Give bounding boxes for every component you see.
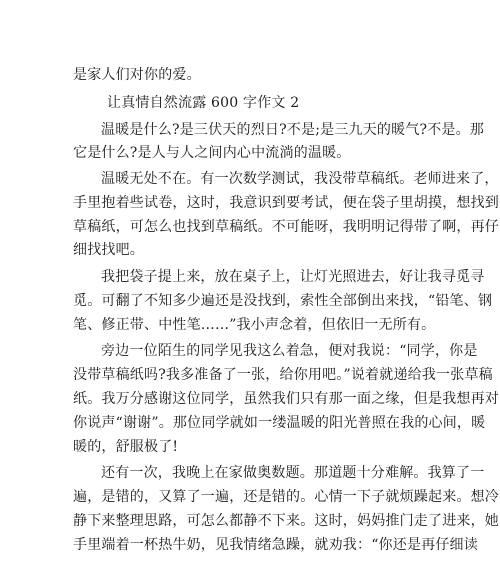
text-line: 温暖是什么?是三伏天的烈日?不是;是三九天的暖气?不是。那 — [101, 122, 485, 138]
text-line: 草稿纸，可怎么也找到草稿纸。不可能呀，我明明记得带了啊，再仔 — [73, 219, 499, 235]
text-line: 我把袋子提上来，放在桌子上，让灯光照进去，好让我寻觅寻 — [101, 269, 485, 285]
text-line: 它是什么?是人与人之间内心中流淌的温暖。 — [73, 145, 351, 161]
text-line: 没带草稿纸吗?我多准备了一张，给你用吧。”说着就递给我一张草稿 — [73, 367, 493, 383]
text-line: 静下来整理思路，可怎么都静不下来。这时，妈妈推门走了进来，她 — [73, 513, 499, 529]
text-line: 细找找吧。 — [73, 242, 144, 258]
text-line: 旁边一位陌生的同学见我这么着急，便对我说：“同学，你是 — [101, 343, 478, 359]
text-line: 手里端着一杯热牛奶，见我情绪急躁，就劝我：“你还是再仔细读 — [73, 537, 478, 553]
text-line: 手里抱着些试卷，这时，我意识到要考试，便在袋子里胡摸，想找到 — [73, 195, 499, 211]
text-line: 还有一次，我晚上在家做奥数题。那道题十分难解。我算了一 — [101, 465, 485, 481]
text-line: 纸。我万分感谢这位同学，虽然我们只有那一面之缘，但是我想再对 — [73, 391, 499, 407]
text-line: 笔、修正带、中性笔……”我小声念着，但依旧一无所有。 — [73, 317, 436, 333]
text-line: 温暖无处不在。有一次数学测试，我没带草稿纸。老师进来了， — [101, 171, 499, 187]
text-line: 遍，是错的，又算了一遍，还是错的。心情一下子就烦躁起来。想冷 — [73, 489, 499, 505]
essay-title: 让真情自然流露 600 字作文 2 — [107, 95, 300, 111]
text-line: 觅。可翻了不知多少遍还是没找到，索性全部倒出来找，“铅笔、钢 — [73, 293, 493, 309]
text-line: 暖的，舒服极了! — [73, 439, 179, 455]
text-line: 你说声“谢谢”。那位同学就如一缕温暖的阳光普照在我的心间，暖 — [73, 415, 486, 431]
text-line: 是家人们对你的爱。 — [73, 67, 201, 83]
